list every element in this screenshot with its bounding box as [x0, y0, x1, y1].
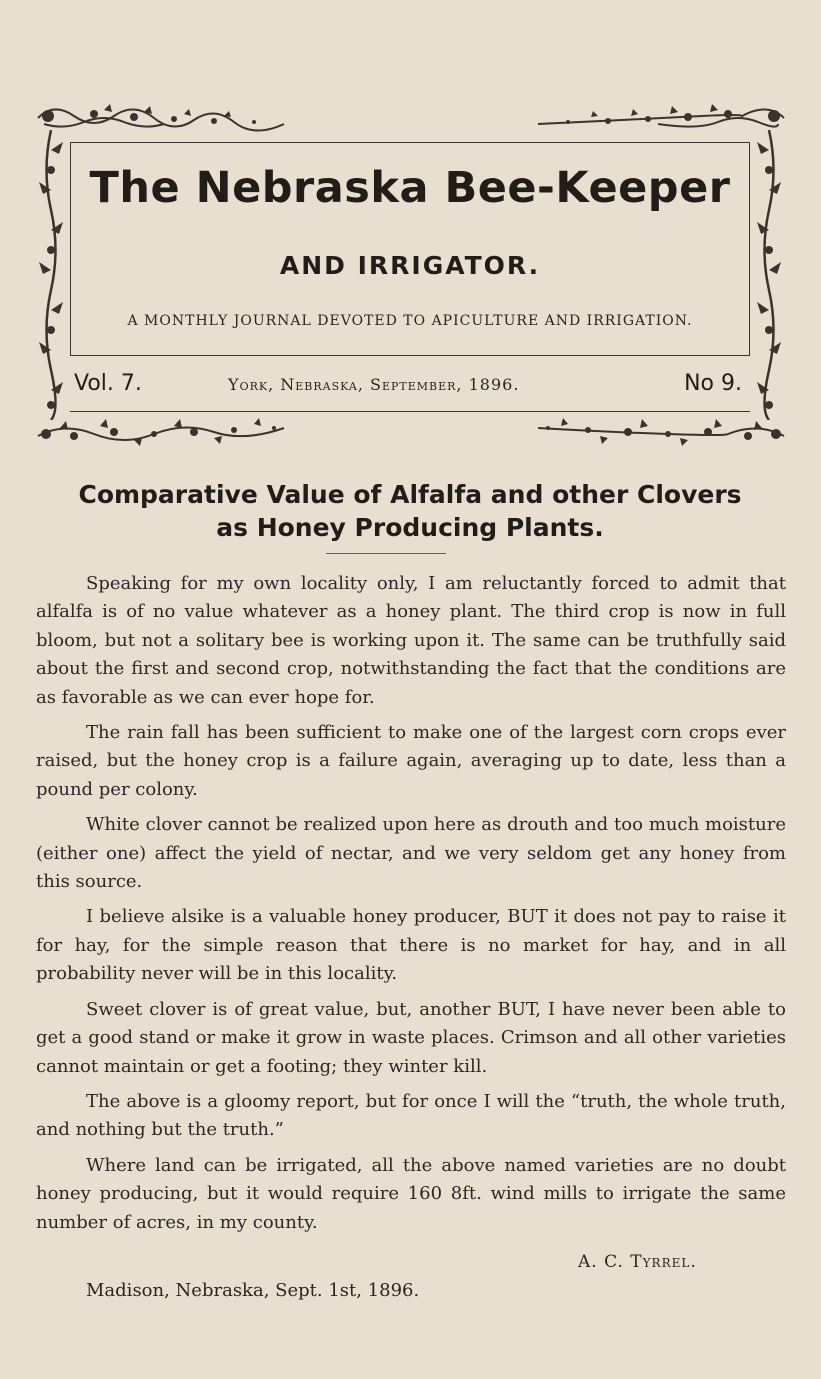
- top-left-ornament: [34, 100, 290, 132]
- bottom-left-ornament: [34, 414, 290, 452]
- paragraph: White clover cannot be realized upon here as drouth and too much moisture (either one) affect the yield of nectar, and we very seldom get any honey from this source.: [36, 814, 786, 893]
- author-signature: A. C. Tyrrel.: [578, 1252, 697, 1272]
- right-vine-ornament: [752, 130, 786, 420]
- paragraph: The rain fall has been sufficient to make one of the largest corn crops ever raised, but the honey crop is a failure again, averaging up to date, less than a pound per colony.: [36, 722, 786, 800]
- paragraph: I believe alsike is a valuable honey producer, BUT it does not pay to raise it for hay, for the simple reason that there is no market for hay, and in all probability never will be in this locality.: [36, 906, 786, 985]
- paragraph: Sweet clover is of great value, but, another BUT, I have never been able to get a good stand or make it grow in waste places. Crimson and all other varieties cannot maintain or get a footing; they winter kill.: [36, 998, 786, 1077]
- headline-line-1: Comparative Value of Alfalfa and other Clovers: [78, 480, 742, 509]
- journal-tagline: A MONTHLY JOURNAL DEVOTED TO APICULTURE AND IRRIGATION.: [127, 313, 693, 329]
- masthead-divider: [70, 355, 750, 356]
- issue-number: No 9.: [684, 371, 742, 396]
- volume-label: Vol. 7.: [74, 371, 142, 396]
- dateline: York, Nebraska, September, 1896.: [228, 375, 520, 394]
- article-body: [36, 570, 786, 1244]
- headline-rule: [326, 553, 446, 554]
- place-date-line: Madison, Nebraska, Sept. 1st, 1896.: [86, 1280, 420, 1301]
- headline-line-2: as Honey Producing Plants.: [216, 513, 604, 542]
- left-vine-ornament: [34, 130, 68, 420]
- top-right-ornament: [532, 100, 788, 132]
- paragraph: Speaking for my own locality only, I am reluctantly forced to admit that alfalfa is of no value whatever as a honey plant. The third crop is now in full bloom, but not a solitary bee is working upon it. The same can be truthfully said about the first and second crop, notwithstanding the fact that the conditions are as favorable as we can ever hope for.: [36, 573, 786, 708]
- paragraph: The above is a gloomy report, but for once I will the “truth, the whole truth, and nothing but the truth.”: [36, 1090, 786, 1141]
- masthead-bottom-rule: [70, 411, 750, 412]
- paragraph: Where land can be irrigated, all the above named varieties are no doubt honey producing, but it would require 160 8ft. wind mills to irrigate the same number of acres, in my county.: [36, 1154, 786, 1233]
- bottom-right-ornament: [532, 414, 788, 452]
- journal-title: The Nebraska Bee-Keeper: [89, 163, 731, 213]
- masthead: [70, 142, 750, 413]
- journal-subtitle: AND IRRIGATOR.: [279, 251, 541, 280]
- article-headline: [30, 478, 790, 544]
